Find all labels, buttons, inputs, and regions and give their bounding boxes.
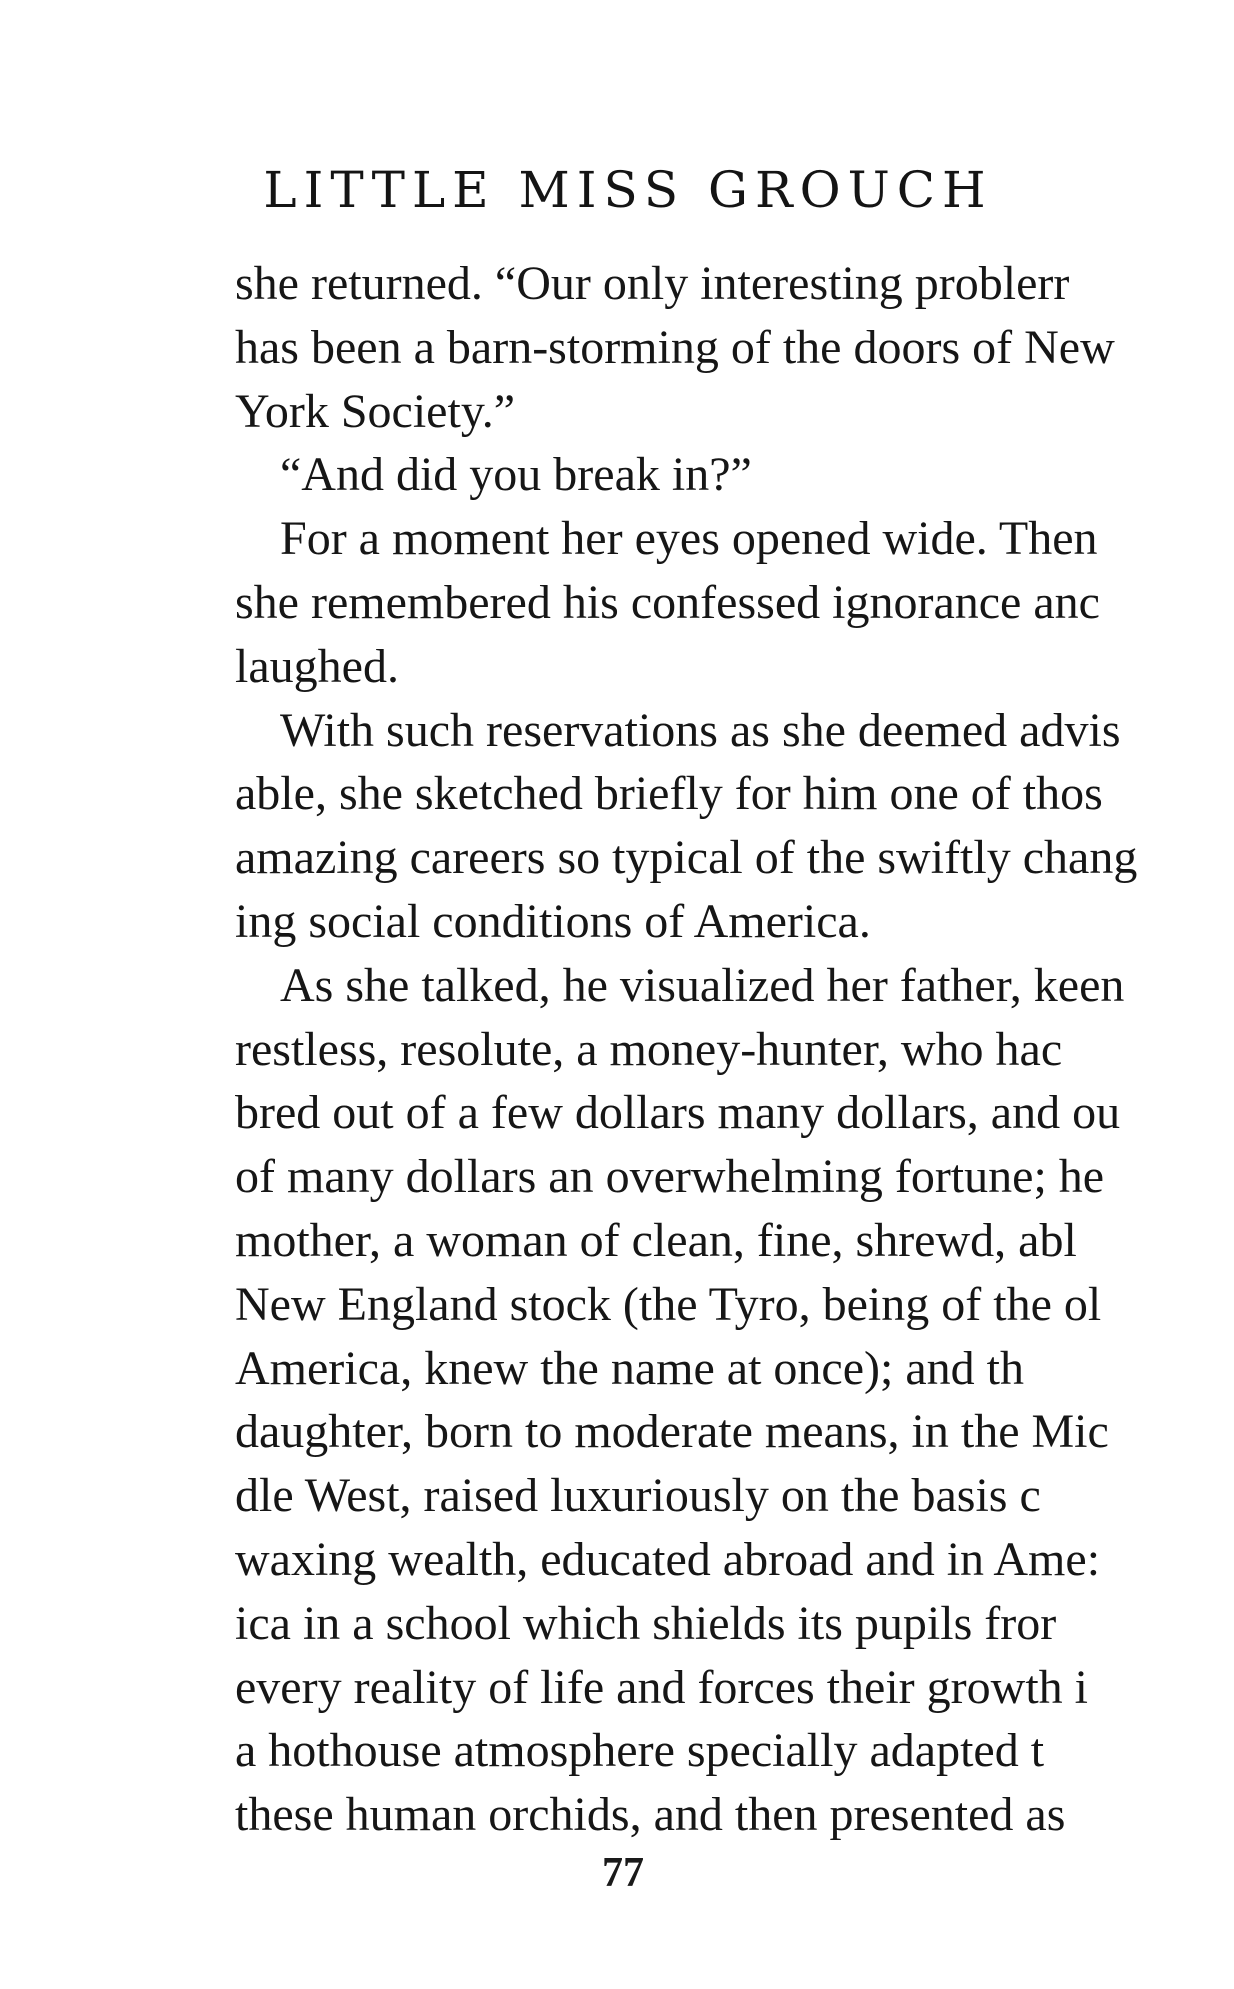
text-line: restless, resolute, a money-hunter, who hac [235, 1022, 1063, 1076]
text-line: bred out of a few dollars many dollars, and ou [235, 1086, 1121, 1140]
text-line: New England stock (the Tyro, being of the ol [235, 1277, 1102, 1331]
text-line: able, she sketched briefly for him one of thos [235, 767, 1103, 821]
text-line: she returned. “Our only interesting problerr [235, 257, 1070, 310]
text-line: ing social conditions of America. [235, 895, 871, 948]
text-line: With such reservations as she deemed advis [280, 703, 1121, 757]
text-line: every reality of life and forces their growth i [235, 1660, 1088, 1714]
body-text [235, 252, 1234, 1872]
text-line: waxing wealth, educated abroad and in Ame: [235, 1533, 1101, 1586]
text-line: dle West, raised luxuriously on the basis c [235, 1469, 1041, 1523]
text-line: For a moment her eyes opened wide. Then [280, 512, 1098, 566]
text-line: amazing careers so typical of the swiftly chang [235, 831, 1138, 885]
text-line: mother, a woman of clean, fine, shrewd, abl [235, 1214, 1077, 1267]
text-line: of many dollars an overwhelming fortune; he [235, 1150, 1105, 1204]
page-number: 77 [602, 1850, 644, 1896]
text-line: York Society.” [235, 384, 516, 438]
text-line: a hothouse atmosphere specially adapted t [235, 1724, 1045, 1778]
text-line: America, knew the name at once); and th [235, 1341, 1024, 1395]
text-line: As she talked, he visualized her father, keen [280, 958, 1125, 1012]
text-line: these human orchids, and then presented as [235, 1788, 1066, 1842]
text-line: daughter, born to moderate means, in the Mic [235, 1405, 1109, 1459]
text-line: ica in a school which shields its pupils fror [235, 1596, 1057, 1650]
text-line: laughed. [235, 639, 399, 693]
text-line: has been a barn-storming of the doors of New [235, 320, 1115, 374]
text-line: “And did you break in?” [280, 448, 752, 502]
running-head: LITTLE MISS GROUCH [263, 161, 993, 219]
text-line: she remembered his confessed ignorance anc [235, 576, 1100, 629]
